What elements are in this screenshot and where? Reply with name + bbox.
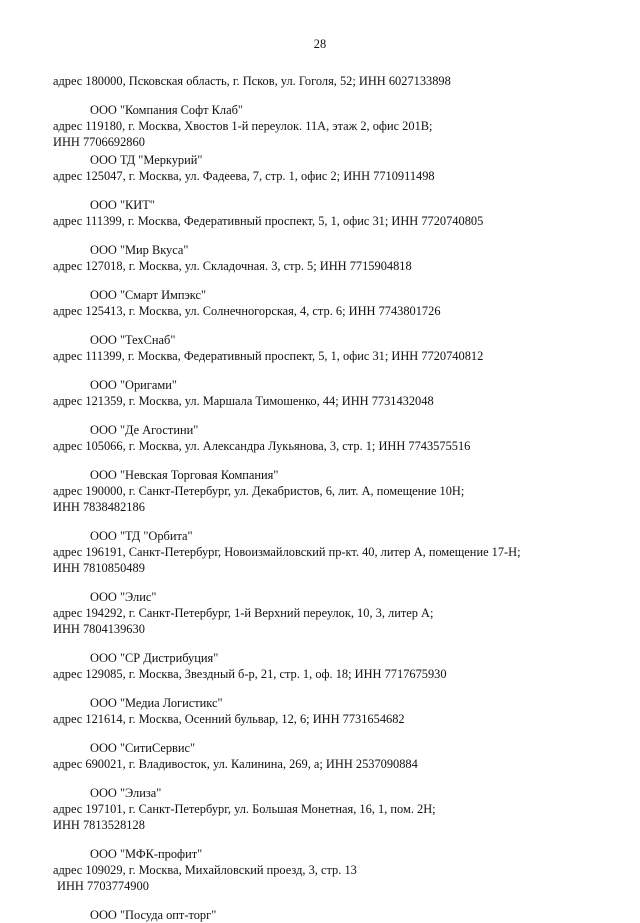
company-entry xyxy=(53,102,613,150)
company-name: ООО "СР Дистрибуция" xyxy=(90,651,219,665)
company-entry xyxy=(53,907,613,923)
company-inn: ИНН 7810850489 xyxy=(53,561,145,575)
company-name: ООО "Компания Софт Клаб" xyxy=(90,103,243,117)
company-inn: ИНН 7706692860 xyxy=(53,135,145,149)
company-entry xyxy=(53,740,613,772)
company-entry xyxy=(53,785,613,833)
company-name: ООО "Оригами" xyxy=(90,378,177,392)
company-name: ООО "Посуда опт-торг" xyxy=(90,908,217,922)
company-entry xyxy=(53,695,613,727)
company-name: ООО "Де Агостини" xyxy=(90,423,199,437)
company-name: ООО "Смарт Импэкс" xyxy=(90,288,207,302)
company-name: ООО "Элиза" xyxy=(90,786,162,800)
company-name: ООО "КИТ" xyxy=(90,198,155,212)
company-address: адрес 129085, г. Москва, Звездный б-р, 21, стр. 1, оф. 18; ИНН 7717675930 xyxy=(53,667,447,681)
company-name: ООО ТД "Меркурий" xyxy=(90,153,203,167)
company-entry xyxy=(53,152,613,184)
page-number: 28 xyxy=(313,37,327,51)
company-entry xyxy=(53,332,613,364)
company-inn: ИНН 7838482186 xyxy=(53,500,145,514)
company-inn: ИНН 7804139630 xyxy=(53,622,145,636)
company-entry xyxy=(53,846,613,894)
company-entry xyxy=(53,287,613,319)
company-address: адрес 125047, г. Москва, ул. Фадеева, 7, стр. 1, офис 2; ИНН 7710911498 xyxy=(53,169,435,183)
company-name: ООО "МФК-профит" xyxy=(90,847,203,861)
company-address: адрес 109029, г. Москва, Михайловский проезд, 3, стр. 13 xyxy=(53,863,357,877)
company-address: адрес 121614, г. Москва, Осенний бульвар, 12, 6; ИНН 7731654682 xyxy=(53,712,405,726)
company-name: ООО "ТехСнаб" xyxy=(90,333,176,347)
company-address: адрес 125413, г. Москва, ул. Солнечногорская, 4, стр. 6; ИНН 7743801726 xyxy=(53,304,441,318)
company-name: ООО "СитиСервис" xyxy=(90,741,196,755)
company-name: ООО "Медиа Логистикс" xyxy=(90,696,223,710)
company-address: адрес 121359, г. Москва, ул. Маршала Тимошенко, 44; ИНН 7731432048 xyxy=(53,394,434,408)
company-entry xyxy=(53,467,613,515)
company-address: адрес 194292, г. Санкт-Петербург, 1-й Верхний переулок, 10, 3, литер А; xyxy=(53,606,434,620)
company-entry xyxy=(53,589,613,637)
company-address: адрес 119180, г. Москва, Хвостов 1-й переулок. 11А, этаж 2, офис 201В; xyxy=(53,119,433,133)
company-entry xyxy=(53,650,613,682)
company-name: ООО "Элис" xyxy=(90,590,157,604)
document-body xyxy=(53,73,613,923)
company-address: адрес 111399, г. Москва, Федеративный проспект, 5, 1, офис 31; ИНН 7720740812 xyxy=(53,349,484,363)
company-address: адрес 190000, г. Санкт-Петербург, ул. Декабристов, 6, лит. А, помещение 10Н; xyxy=(53,484,465,498)
company-name: ООО "Невская Торговая Компания" xyxy=(90,468,279,482)
company-name: ООО "ТД "Орбита" xyxy=(90,529,193,543)
company-address: адрес 690021, г. Владивосток, ул. Калинина, 269, а; ИНН 2537090884 xyxy=(53,757,418,771)
company-address: адрес 105066, г. Москва, ул. Александра Лукьянова, 3, стр. 1; ИНН 7743575516 xyxy=(53,439,471,453)
company-entry xyxy=(53,242,613,274)
company-inn: ИНН 7813528128 xyxy=(53,818,145,832)
company-address: адрес 111399, г. Москва, Федеративный проспект, 5, 1, офис 31; ИНН 7720740805 xyxy=(53,214,484,228)
company-inn: ИНН 7703774900 xyxy=(57,879,149,893)
company-name: ООО "Мир Вкуса" xyxy=(90,243,189,257)
company-entry xyxy=(53,422,613,454)
company-address: адрес 197101, г. Санкт-Петербург, ул. Большая Монетная, 16, 1, пом. 2Н; xyxy=(53,802,436,816)
intro-address: адрес 180000, Псковская область, г. Псков, ул. Гоголя, 52; ИНН 6027133898 xyxy=(53,74,451,88)
company-entry xyxy=(53,528,613,576)
company-entry xyxy=(53,197,613,229)
company-address: адрес 127018, г. Москва, ул. Складочная. 3, стр. 5; ИНН 7715904818 xyxy=(53,259,412,273)
company-entry xyxy=(53,377,613,409)
company-address: адрес 196191, Санкт-Петербург, Новоизмайловский пр-кт. 40, литер А, помещение 17-Н; xyxy=(53,545,521,559)
